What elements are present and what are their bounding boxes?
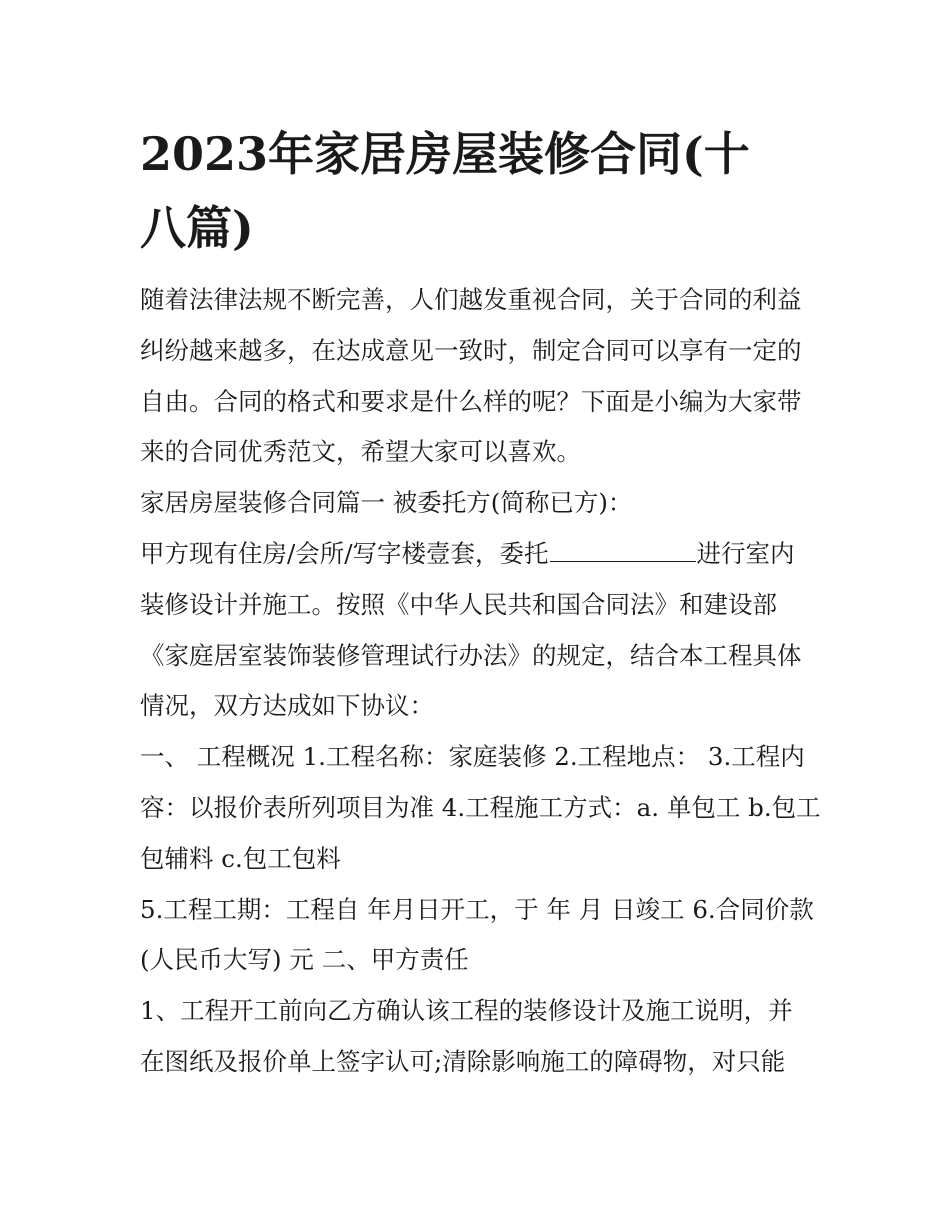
paragraph-line: (人民币大写) 元 二、甲方责任 (140, 945, 469, 975)
paragraph-line: 容：以报价表所列项目为准 4.工程施工方式：a. 单包工 b.包工 (140, 792, 821, 822)
blank-line-prefix: 甲方现有住房/会所/写字楼壹套，委托 (140, 538, 549, 568)
title-line-1: 2023年家居房屋装修合同(十 (140, 127, 750, 181)
paragraph-line: 随着法律法规不断完善，人们越发重视合同，关于合同的利益 (140, 285, 802, 314)
paragraph-line: 自由。合同的格式和要求是什么样的呢？下面是小编为大家带 (140, 386, 802, 416)
paragraph-line: 《家庭居室装饰装修管理试行办法》的规定，结合本工程具体 (140, 640, 802, 670)
document-title (140, 117, 820, 265)
paragraph-line: 一、 工程概况 1.工程名称：家庭装修 2.工程地点： 3.工程内 (140, 742, 805, 772)
paragraph-line: 包辅料 c.包工包料 (140, 843, 341, 873)
paragraph-line: 纠纷越来越多，在达成意见一致时，制定合同可以享有一定的 (140, 335, 802, 365)
fill-in-blank (550, 535, 696, 562)
paragraph-line: 来的合同优秀范文，希望大家可以喜欢。 (140, 437, 581, 467)
paragraph-line-with-blank (140, 529, 815, 580)
document-body (140, 275, 821, 1088)
paragraph-line: 1、工程开工前向乙方确认该工程的装修设计及施工说明，并 (140, 996, 793, 1026)
title-line-2: 八篇) (140, 201, 254, 255)
blank-line-suffix: 进行室内 (696, 538, 795, 568)
paragraph-line: 在图纸及报价单上签字认可;清除影响施工的障碍物，对只能 (140, 1046, 786, 1076)
paragraph-line: 装修设计并施工。按照《中华人民共和国合同法》和建设部 (140, 589, 777, 619)
section-heading-line: 家居房屋装修合同篇一 被委托方(简称已方)： (140, 488, 633, 518)
paragraph-line: 情况，双方达成如下协议： (140, 691, 434, 721)
paragraph-line: 5.工程工期：工程自 年月日开工，于 年 月 日竣工 6.合同价款 (140, 894, 814, 924)
